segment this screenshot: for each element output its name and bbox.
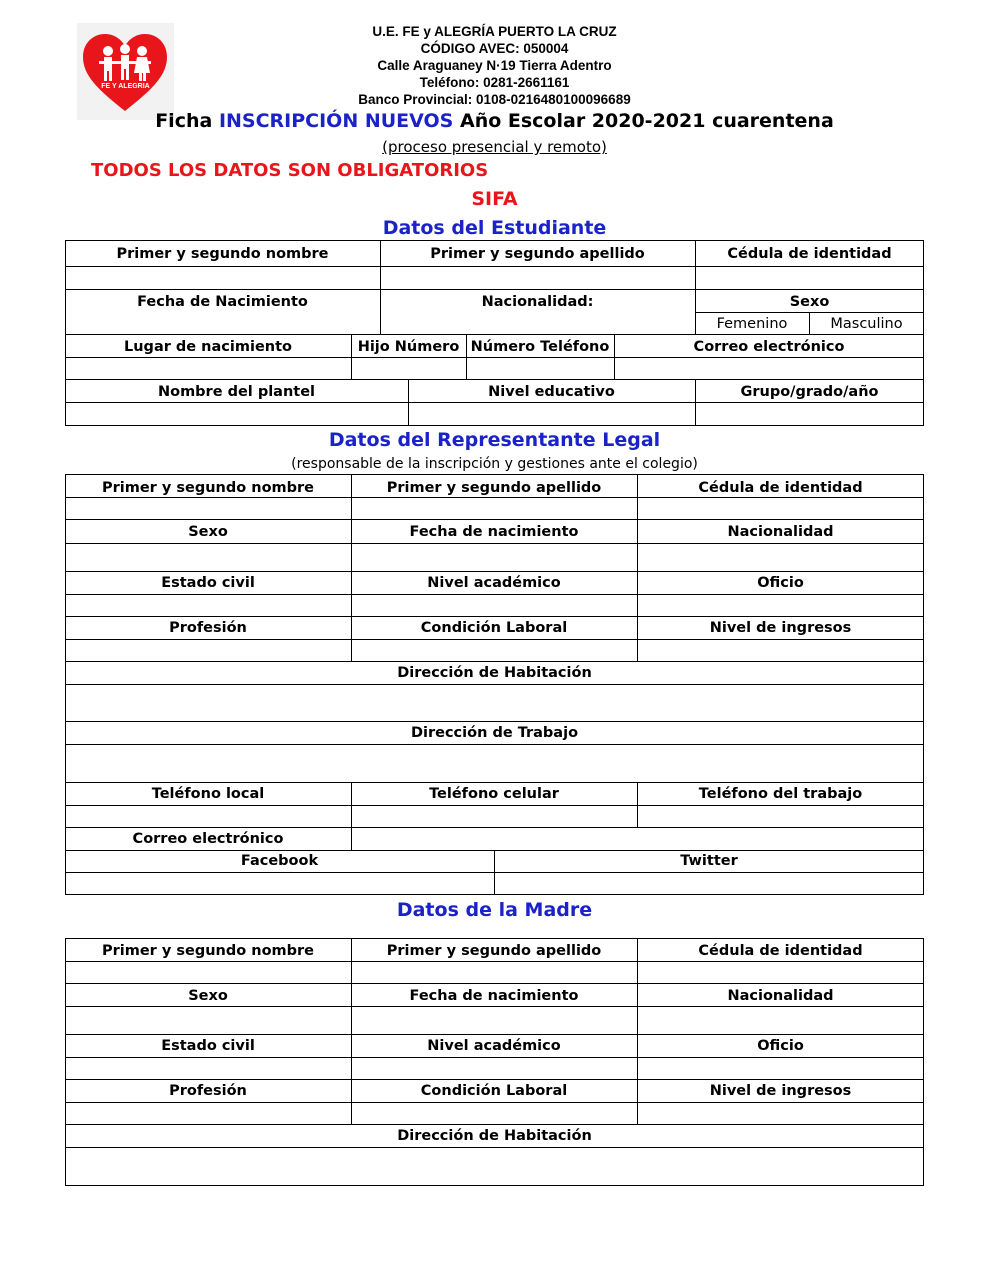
rep-income-level-field[interactable] <box>638 640 922 660</box>
school-code: CÓDIGO AVEC: 050004 <box>420 41 569 56</box>
student-child-number-label: Hijo Número <box>357 339 460 355</box>
mother-civil-status-label: Estado civil <box>161 1038 255 1054</box>
mother-income-level-label: Nivel de ingresos <box>709 1083 852 1099</box>
logo-text: FE Y ALEGRIA <box>101 83 150 90</box>
title-highlight: INSCRIPCIÓN NUEVOS <box>218 110 454 132</box>
mother-academic-level-label: Nivel académico <box>427 1038 561 1054</box>
title-prefix: Ficha <box>155 110 213 132</box>
rep-twitter-label: Twitter <box>680 853 738 869</box>
school-logo <box>77 23 174 120</box>
mother-trade-field[interactable] <box>638 1058 922 1078</box>
student-last-names-field[interactable] <box>381 267 694 288</box>
rep-home-address-label: Dirección de Habitación <box>397 665 592 681</box>
student-last-names-label: Primer y segundo apellido <box>430 246 645 262</box>
rep-cell-phone-label: Teléfono celular <box>429 786 559 802</box>
rep-first-names-label: Primer y segundo nombre <box>101 480 315 496</box>
rep-email-field[interactable] <box>352 828 923 849</box>
mother-birth-date-label: Fecha de nacimiento <box>409 988 579 1004</box>
rep-local-phone-label: Teléfono local <box>151 786 265 802</box>
student-child-number-field[interactable] <box>352 358 465 378</box>
student-id-field[interactable] <box>696 267 922 288</box>
rep-facebook-field[interactable] <box>66 873 493 893</box>
school-phone: Teléfono: 0281-2661161 <box>419 75 570 90</box>
student-level-label: Nivel educativo <box>488 384 615 400</box>
student-phone-field[interactable] <box>467 358 613 378</box>
rep-nationality-field[interactable] <box>638 544 922 570</box>
student-sex-male[interactable]: Masculino <box>830 316 903 332</box>
rep-email-label: Correo electrónico <box>132 831 284 847</box>
mother-last-names-field[interactable] <box>352 962 636 982</box>
student-id-label: Cédula de identidad <box>727 246 892 262</box>
student-school-field[interactable] <box>66 403 407 424</box>
rep-cell-phone-field[interactable] <box>352 806 636 826</box>
title-suffix: Año Escolar 2020-2021 cuarentena <box>459 110 834 132</box>
rep-work-address-field[interactable] <box>66 745 923 781</box>
student-level-field[interactable] <box>409 403 694 424</box>
rep-profession-field[interactable] <box>66 640 350 660</box>
student-email-label: Correo electrónico <box>693 339 845 355</box>
rep-work-phone-field[interactable] <box>638 806 922 826</box>
form-title <box>0 108 989 134</box>
mother-work-condition-field[interactable] <box>352 1103 636 1123</box>
mother-id-field[interactable] <box>638 962 922 982</box>
mother-profession-field[interactable] <box>66 1103 350 1123</box>
mother-home-address-label: Dirección de Habitación <box>397 1128 592 1144</box>
mandatory-notice: TODOS LOS DATOS SON OBLIGATORIOS <box>91 160 489 181</box>
rep-work-condition-label: Condición Laboral <box>420 620 568 636</box>
rep-local-phone-field[interactable] <box>66 806 350 826</box>
student-birth-date-field[interactable] <box>66 313 379 333</box>
rep-work-condition-field[interactable] <box>352 640 636 660</box>
representative-heading: Datos del Representante Legal <box>328 429 661 451</box>
student-sex-label: Sexo <box>789 294 830 310</box>
student-nationality-field[interactable] <box>381 313 694 333</box>
student-first-names-label: Primer y segundo nombre <box>116 246 329 262</box>
rep-profession-label: Profesión <box>169 620 247 636</box>
rep-work-address-label: Dirección de Trabajo <box>410 725 579 741</box>
rep-last-names-label: Primer y segundo apellido <box>386 480 602 496</box>
sifa-label: SIFA <box>471 188 518 210</box>
student-grade-label: Grupo/grado/año <box>740 384 879 400</box>
rep-last-names-field[interactable] <box>352 498 636 518</box>
mother-trade-label: Oficio <box>757 1038 804 1054</box>
rep-income-level-label: Nivel de ingresos <box>709 620 852 636</box>
rep-sex-label: Sexo <box>188 524 228 540</box>
student-nationality-label: Nacionalidad: <box>481 294 594 310</box>
rep-academic-level-label: Nivel académico <box>427 575 561 591</box>
mother-heading: Datos de la Madre <box>396 899 593 921</box>
rep-civil-status-field[interactable] <box>66 595 350 615</box>
heart-children-icon <box>77 23 174 120</box>
rep-academic-level-field[interactable] <box>352 595 636 615</box>
mother-first-names-field[interactable] <box>66 962 350 982</box>
rep-birth-date-field[interactable] <box>352 544 636 570</box>
rep-nationality-label: Nacionalidad <box>727 524 834 540</box>
school-address: Calle Araguaney N·19 Tierra Adentro <box>377 58 612 73</box>
mother-last-names-label: Primer y segundo apellido <box>386 943 602 959</box>
school-bank: Banco Provincial: 0108-0216480100096689 <box>358 92 631 107</box>
mother-income-level-field[interactable] <box>638 1103 922 1123</box>
rep-facebook-label: Facebook <box>240 853 319 869</box>
mother-academic-level-field[interactable] <box>352 1058 636 1078</box>
form-subtitle: (proceso presencial y remoto) <box>382 138 607 156</box>
mother-first-names-label: Primer y segundo nombre <box>101 943 315 959</box>
student-grade-field[interactable] <box>696 403 922 424</box>
rep-home-address-field[interactable] <box>66 685 923 720</box>
mother-nationality-field[interactable] <box>638 1007 922 1033</box>
mother-work-condition-label: Condición Laboral <box>420 1083 568 1099</box>
student-sex-female[interactable]: Femenino <box>716 316 788 332</box>
rep-id-field[interactable] <box>638 498 922 518</box>
student-birth-place-field[interactable] <box>66 358 350 378</box>
rep-birth-date-label: Fecha de nacimiento <box>409 524 579 540</box>
mother-profession-label: Profesión <box>169 1083 247 1099</box>
student-heading: Datos del Estudiante <box>382 217 607 239</box>
rep-trade-field[interactable] <box>638 595 922 615</box>
representative-note: (responsable de la inscripción y gestiones ante el colegio) <box>291 456 698 472</box>
student-phone-label: Número Teléfono <box>470 339 610 355</box>
school-name: U.E. FE y ALEGRÍA PUERTO LA CRUZ <box>372 24 617 39</box>
mother-sex-field[interactable] <box>66 1007 350 1033</box>
rep-work-phone-label: Teléfono del trabajo <box>698 786 863 802</box>
rep-id-label: Cédula de identidad <box>698 480 863 496</box>
mother-birth-date-field[interactable] <box>352 1007 636 1033</box>
mother-sex-label: Sexo <box>188 988 228 1004</box>
student-email-field[interactable] <box>615 358 922 378</box>
rep-trade-label: Oficio <box>757 575 804 591</box>
rep-twitter-field[interactable] <box>495 873 922 893</box>
rep-first-names-field[interactable] <box>66 498 350 518</box>
mother-civil-status-field[interactable] <box>66 1058 350 1078</box>
mother-home-address-field[interactable] <box>66 1148 923 1184</box>
rep-sex-field[interactable] <box>66 544 350 570</box>
student-birth-date-label: Fecha de Nacimiento <box>137 294 308 310</box>
rep-civil-status-label: Estado civil <box>161 575 255 591</box>
student-birth-place-label: Lugar de nacimiento <box>124 339 292 355</box>
student-school-label: Nombre del plantel <box>157 384 316 400</box>
mother-id-label: Cédula de identidad <box>698 943 863 959</box>
student-first-names-field[interactable] <box>66 267 379 288</box>
mother-nationality-label: Nacionalidad <box>727 988 834 1004</box>
